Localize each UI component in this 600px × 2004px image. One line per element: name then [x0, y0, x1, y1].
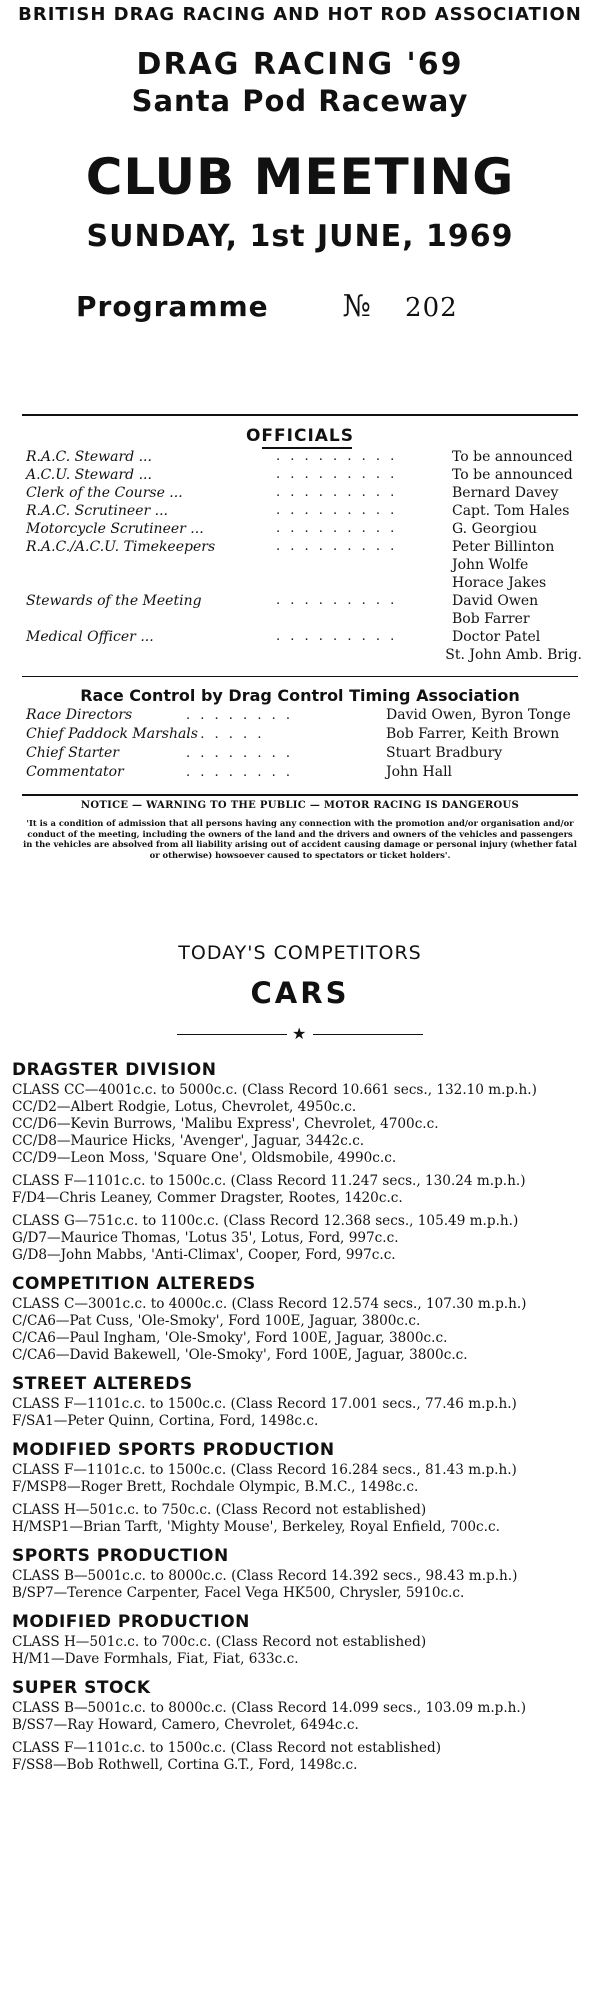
race-control-dots: . . . . . . . . [186, 746, 293, 761]
race-control-role: Chief Paddock Marshals [26, 726, 198, 742]
race-control-row [26, 744, 582, 763]
class-line: CLASS G—751c.c. to 1100c.c. (Class Record 12.368 secs., 105.49 m.p.h.) [12, 1213, 519, 1229]
official-dots [272, 646, 445, 664]
class-line: CLASS B—5001c.c. to 8000c.c. (Class Record 14.392 secs., 98.43 m.p.h.) [12, 1568, 518, 1584]
race-control-dots: . . . . . . [186, 727, 265, 742]
officials-divider [22, 676, 578, 677]
class-line: CLASS CC—4001c.c. to 5000c.c. (Class Record 10.661 secs., 132.10 m.p.h.) [12, 1082, 537, 1098]
entry-line: G/D8—John Mabbs, 'Anti-Climax', Cooper, Ford, 997c.c. [12, 1247, 396, 1263]
official-dots [276, 556, 452, 574]
official-role [26, 646, 272, 664]
star-icon: ★ [292, 1024, 307, 1043]
entry-line: G/D7—Maurice Thomas, 'Lotus 35', Lotus, Ford, 997c.c. [12, 1230, 399, 1246]
category-heading: CARS [250, 976, 350, 1010]
official-name: John Wolfe [452, 557, 529, 573]
entry-line: F/SA1—Peter Quinn, Cortina, Ford, 1498c.c. [12, 1413, 319, 1429]
class-line: CLASS F—1101c.c. to 1500c.c. (Class Record 11.247 secs., 130.24 m.p.h.) [12, 1173, 526, 1189]
class-line: CLASS F—1101c.c. to 1500c.c. (Class Record 16.284 secs., 81.43 m.p.h.) [12, 1462, 517, 1478]
notice-disclaimer: 'It is a condition of admission that all persons having any connection with the promotion and/or organisation and/or conduct of the meeting, including the owners of the land and the drivers and owners of the vehicles and passengers in the vehicles are absolved from all liability arising out of accident causing damage or personal injury (whether fatal or otherwise) howsoever caused to spectators or ticket holders'. [23, 818, 577, 860]
race-control-dots: . . . . . . . . [186, 765, 293, 780]
event-title: DRAG RACING '69 [136, 47, 464, 82]
official-name: Bernard Davey [452, 485, 559, 501]
notice-title: NOTICE — WARNING TO THE PUBLIC — MOTOR RACING IS DANGEROUS [80, 800, 520, 811]
official-dots [276, 574, 452, 592]
entry-line: C/CA6—Paul Ingham, 'Ole-Smoky', Ford 100E, Jaguar, 3800c.c. [12, 1330, 448, 1346]
official-row [26, 502, 582, 520]
division-title: MODIFIED SPORTS PRODUCTION [12, 1440, 335, 1460]
official-dots: . . . . . . . . . [276, 593, 398, 608]
star-divider [177, 1024, 423, 1043]
official-name: Doctor Patel [452, 629, 541, 645]
official-name: G. Georgiou [452, 521, 538, 537]
division-spacer [12, 1430, 588, 1438]
official-row [26, 610, 582, 628]
class-line: CLASS B—5001c.c. to 8000c.c. (Class Record 14.099 secs., 103.09 m.p.h.) [12, 1700, 527, 1716]
entry-line: C/CA6—Pat Cuss, 'Ole-Smoky', Ford 100E, Jaguar, 3800c.c. [12, 1313, 421, 1329]
official-row [26, 646, 582, 664]
race-control-row [26, 725, 582, 744]
official-role: Motorcycle Scrutineer ... [26, 521, 204, 537]
entry-line: CC/D6—Kevin Burrows, 'Malibu Express', Chevrolet, 4700c.c. [12, 1116, 439, 1132]
official-dots: . . . . . . . . . [276, 467, 398, 482]
race-control-row [26, 706, 582, 725]
division-spacer [12, 1602, 588, 1610]
star-divider-right [313, 1034, 423, 1035]
division-title: COMPETITION ALTEREDS [12, 1274, 256, 1294]
meeting-title: CLUB MEETING [85, 148, 515, 206]
official-role: A.C.U. Steward ... [26, 467, 152, 483]
official-role: Stewards of the Meeting [26, 593, 202, 609]
division-spacer [12, 1668, 588, 1676]
entry-line: CC/D2—Albert Rodgie, Lotus, Chevrolet, 4950c.c. [12, 1099, 357, 1115]
class-line: CLASS C—3001c.c. to 4000c.c. (Class Record 12.574 secs., 107.30 m.p.h.) [12, 1296, 527, 1312]
competitors-heading: TODAY'S COMPETITORS [178, 942, 422, 964]
race-control-name: Stuart Bradbury [386, 745, 503, 761]
race-control-role: Chief Starter [26, 745, 119, 761]
header-divider [22, 414, 578, 416]
official-name: David Owen [452, 593, 539, 609]
entry-line: B/SP7—Terence Carpenter, Facel Vega HK500, Chrysler, 5910c.c. [12, 1585, 465, 1601]
official-dots [276, 610, 452, 628]
meeting-date: SUNDAY, 1st JUNE, 1969 [86, 219, 514, 254]
race-control-name: John Hall [386, 764, 453, 780]
class-line: CLASS H—501c.c. to 750c.c. (Class Record not established) [12, 1502, 427, 1518]
official-row [26, 556, 582, 574]
official-role [26, 610, 276, 628]
official-role [26, 556, 276, 574]
official-dots: . . . . . . . . . [276, 629, 398, 644]
official-dots: . . . . . . . . . [276, 503, 398, 518]
race-control-heading: Race Control by Drag Control Timing Association [80, 686, 520, 705]
official-name: Bob Farrer [452, 611, 530, 627]
official-dots: . . . . . . . . . [276, 521, 398, 536]
race-control-role: Commentator [26, 764, 124, 780]
official-row [26, 520, 582, 538]
entry-line: H/M1—Dave Formhals, Fiat, Fiat, 633c.c. [12, 1651, 299, 1667]
entry-line: B/SS7—Ray Howard, Camero, Chevrolet, 6494c.c. [12, 1717, 359, 1733]
official-role [26, 574, 276, 592]
class-line: CLASS F—1101c.c. to 1500c.c. (Class Record not established) [12, 1740, 442, 1756]
official-name: St. John Amb. Brig. [445, 647, 582, 663]
official-name: Capt. Tom Hales [452, 503, 570, 519]
programme-number: 202 [405, 293, 458, 323]
star-divider-left [177, 1034, 287, 1035]
official-role: R.A.C./A.C.U. Timekeepers [26, 539, 216, 555]
official-row [26, 592, 582, 610]
official-row [26, 628, 582, 646]
official-dots: . . . . . . . . . [276, 539, 398, 554]
officials-heading: OFFICIALS [245, 426, 355, 446]
official-dots: . . . . . . . . . [276, 449, 398, 464]
division-title: STREET ALTEREDS [12, 1374, 193, 1394]
official-name: Horace Jakes [452, 575, 547, 591]
officials-list [26, 448, 582, 664]
race-control-dots: . . . . . . . . [186, 708, 293, 723]
competitor-list [12, 1058, 588, 1774]
class-line: CLASS H—501c.c. to 700c.c. (Class Record not established) [12, 1634, 427, 1650]
entry-line: F/SS8—Bob Rothwell, Cortina G.T., Ford, 1498c.c. [12, 1757, 358, 1773]
entry-line: C/CA6—David Bakewell, 'Ole-Smoky', Ford 100E, Jaguar, 3800c.c. [12, 1347, 468, 1363]
race-control-name: David Owen, Byron Tonge [386, 707, 571, 723]
division-spacer [12, 1536, 588, 1544]
official-role: R.A.C. Scrutineer ... [26, 503, 168, 519]
division-title: MODIFIED PRODUCTION [12, 1612, 250, 1632]
official-name: Peter Billinton [452, 539, 555, 555]
entry-line: F/D4—Chris Leaney, Commer Dragster, Rootes, 1420c.c. [12, 1190, 403, 1206]
association-name: BRITISH DRAG RACING AND HOT ROD ASSOCIATION [18, 4, 582, 25]
programme-page [0, 4, 600, 2004]
entry-line: CC/D9—Leon Moss, 'Square One', Oldsmobile, 4990c.c. [12, 1150, 397, 1166]
venue-title: Santa Pod Raceway [131, 84, 469, 118]
official-row [26, 448, 582, 466]
race-control-list [26, 706, 582, 782]
entry-line: F/MSP8—Roger Brett, Rochdale Olympic, B.M.C., 1498c.c. [12, 1479, 419, 1495]
entry-line: CC/D8—Maurice Hicks, 'Avenger', Jaguar, 3442c.c. [12, 1133, 365, 1149]
class-line: CLASS F—1101c.c. to 1500c.c. (Class Record 17.001 secs., 77.46 m.p.h.) [12, 1396, 517, 1412]
official-row [26, 538, 582, 556]
official-row [26, 484, 582, 502]
official-row [26, 574, 582, 592]
official-row [26, 466, 582, 484]
number-symbol: № [342, 289, 372, 324]
race-control-row [26, 763, 582, 782]
official-name: To be announced [452, 467, 573, 483]
division-spacer [12, 1264, 588, 1272]
official-dots: . . . . . . . . . [276, 485, 398, 500]
programme-row [76, 289, 570, 324]
official-name: To be announced [452, 449, 573, 465]
official-role: Medical Officer ... [26, 629, 154, 645]
race-control-role: Race Directors [26, 707, 133, 723]
division-spacer [12, 1364, 588, 1372]
entry-line: H/MSP1—Brian Tarft, 'Mighty Mouse', Berkeley, Royal Enfield, 700c.c. [12, 1519, 500, 1535]
division-title: SUPER STOCK [12, 1678, 151, 1698]
programme-label: Programme [76, 290, 269, 323]
division-title: SPORTS PRODUCTION [12, 1546, 229, 1566]
division-title: DRAGSTER DIVISION [12, 1060, 217, 1080]
notice-top-rule [22, 794, 578, 796]
official-role: R.A.C. Steward ... [26, 449, 152, 465]
official-role: Clerk of the Course ... [26, 485, 183, 501]
race-control-name: Bob Farrer, Keith Brown [386, 726, 560, 742]
